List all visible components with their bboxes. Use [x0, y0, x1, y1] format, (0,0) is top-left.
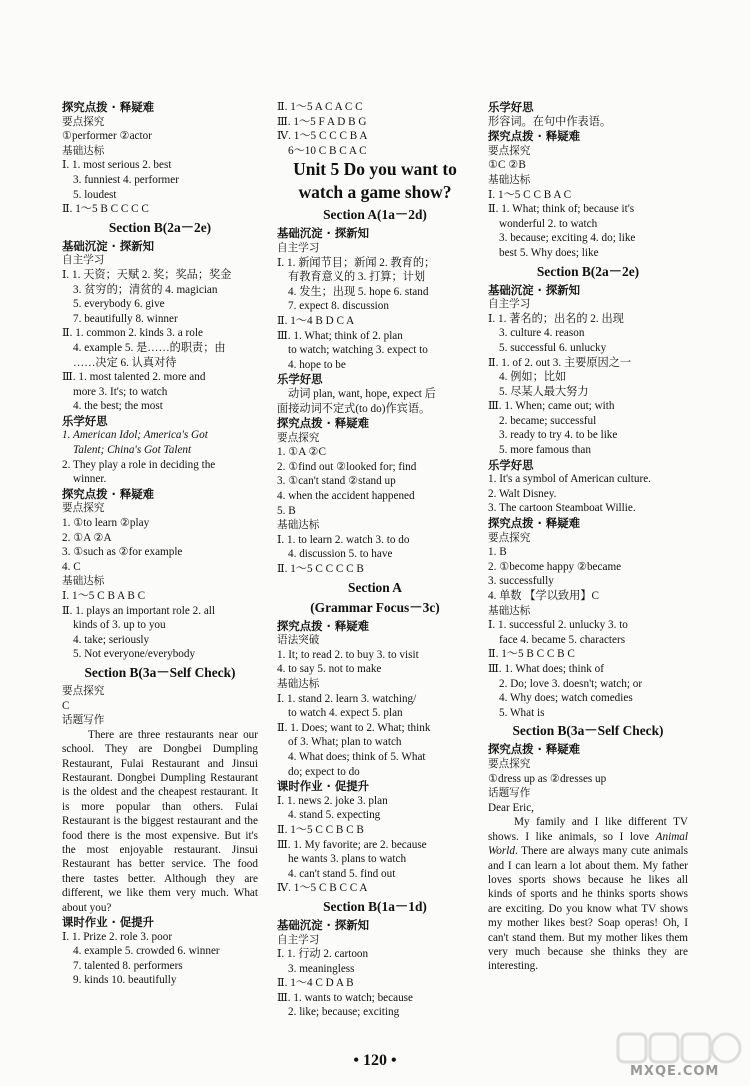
col1-line: Ⅰ. 1～5 C B A B C	[62, 590, 146, 602]
col1-line: more 3. It's; to watch	[73, 385, 168, 398]
col3-line: 基础达标	[488, 173, 531, 186]
col2-line: 4. What does; think of 5. What	[288, 750, 426, 763]
col3-line: 4. Why does; watch comedies	[499, 692, 633, 705]
col2-line: Ⅰ. 1. to learn 2. watch 3. to do	[277, 533, 410, 546]
col2-line: Ⅲ. 1. wants to watch; because	[277, 991, 413, 1004]
essay-tv-shows-part2: . There are always many cute animals and I can learn a lot about them. My father loves sports shows because he likes all kinds of sports and he thinks sports shows are exciting. Do you know what TV shows my mother likes best? Soap operas! Oh, I can't stand them. But my mother likes them very much because she thinks they are interesting.	[488, 845, 688, 973]
col2-line: 4. 发生；出现 5. hope 6. stand	[288, 285, 429, 298]
col3-line: Ⅱ. 1. What; think of; because it's	[488, 203, 635, 216]
col3-line: 3. culture 4. reason	[499, 327, 585, 340]
col3-line: Section B(2a－2e)	[536, 263, 640, 279]
essay-tv-shows-text	[488, 815, 688, 973]
col1-line: 自主学习	[62, 254, 105, 267]
col1-line: Talent; China's Got Talent	[73, 444, 192, 457]
col2-line: 探究点拨 · 释疑难	[277, 618, 369, 633]
col2-line: Unit 5 Do you want to	[293, 159, 457, 180]
essay-restaurants	[62, 728, 258, 915]
col2-line: 要点探究	[277, 431, 320, 444]
col1-line: 5. Not everyone/everybody	[73, 648, 196, 661]
col3-line: Ⅱ. 1～5 B C C B C	[488, 648, 575, 661]
col2-line: 4. can't stand 5. find out	[288, 867, 396, 880]
col2-line: 4. discussion 5. to have	[288, 548, 393, 561]
col1-line: 话题写作	[62, 714, 105, 727]
col1-line: kinds of 3. up to you	[73, 619, 166, 632]
col3-line: Section B(3a－Self Check)	[512, 723, 664, 739]
col1-line: 基础达标	[62, 575, 105, 588]
col3-line: Dear Eric,	[488, 801, 534, 814]
column-left	[62, 100, 258, 988]
col1-line: 4. take; seriously	[73, 633, 150, 646]
col2-line: Ⅲ. 1. My favorite; are 2. because	[277, 838, 427, 851]
col3-line: 2. Walt Disney.	[488, 487, 557, 500]
col1-line: 基础沉淀 · 探新知	[62, 238, 154, 253]
essay-tv-shows	[488, 815, 688, 973]
col1-line: Ⅱ. 1. plays an important role 2. all	[62, 604, 216, 617]
col3-line: ①dress up as ②dresses up	[488, 772, 607, 785]
col2-line: 有教育意义的 3. 打算；计划	[288, 271, 426, 284]
col3-line: ①C ②B	[488, 159, 526, 172]
col2-line: 自主学习	[277, 241, 320, 254]
col3-line: 探究点拨 · 释疑难	[488, 742, 580, 757]
col1b-line: 9. kinds 10. beautifully	[73, 974, 177, 987]
col2-line: Section B(1a－1d)	[323, 898, 427, 914]
col2-line: 3. ①can't stand ②stand up	[277, 475, 396, 488]
col2-line: Ⅱ. 1. Does; want to 2. What; think	[277, 721, 431, 734]
col2-line: Ⅱ. 1～4 B D C A	[277, 314, 355, 327]
essay-restaurants-text: There are three restaurants near our school. They are Dongbei Dumpling Restaurant, Fulai Restaurant and Jinsui Restaurant. Dongbei Dumpling Restaurant is the oldest and the cheapest restaurant. It is more popular than others. Fulai Restaurant is the biggest restaurant and the food there is the most expensive. But it's the most enjoyable restaurant. Jinsui Restaurant has better service. The food there tastes better. Although they are different, we like them very much. What about you?	[62, 728, 258, 914]
col1b-line: 课时作业 · 促提升	[62, 915, 154, 930]
column-right	[488, 100, 688, 974]
col3-line: 基础沉淀 · 探新知	[488, 282, 580, 297]
col1-line: 7. beautifully 8. winner	[73, 312, 178, 325]
col2-line: 6～10 C B C A C	[288, 144, 367, 157]
col2-line: 探究点拨 · 释疑难	[277, 416, 369, 431]
col3-line: best 5. Why does; like	[499, 246, 599, 259]
col3-line: 基础达标	[488, 604, 531, 617]
col1-line: 要点探究	[62, 502, 105, 515]
col1-line: C	[62, 699, 70, 712]
col3-line: Ⅱ. 1. of 2. out 3. 主要原因之一	[488, 356, 632, 369]
col1-line: 4. the best; the most	[73, 400, 163, 413]
col2-line: 自主学习	[277, 933, 320, 946]
col2-line: Ⅰ. 1. news 2. joke 3. plan	[277, 794, 388, 807]
col2-line: 面接动词不定式(to do)作宾语。	[277, 402, 431, 415]
col3-line: 1. B	[488, 546, 507, 559]
col3-line: 3. The cartoon Steamboat Willie.	[488, 502, 636, 515]
col1-line: 5. loudest	[73, 188, 117, 201]
page-number: • 120 •	[353, 1052, 397, 1069]
col2-line: Ⅰ. 1. stand 2. learn 3. watching/	[277, 692, 417, 705]
col1-line: 探究点拨 · 释疑难	[62, 100, 154, 114]
col2-line: 动词 plan, want, hope, expect 后	[288, 387, 436, 400]
col1-line: ①performer ②actor	[62, 130, 152, 143]
col3-line: 要点探究	[488, 757, 531, 770]
col3-line: 3. successfully	[488, 575, 554, 588]
col2-line: 1. ①A ②C	[277, 446, 326, 459]
col2-line: Ⅱ. 1～5 C C C C B	[277, 563, 364, 576]
col3-line: 乐学好思	[488, 100, 534, 114]
col3-line: 3. ready to try 4. to be like	[499, 429, 618, 442]
col2-line: Ⅳ. 1～5 C B C C A	[277, 882, 368, 895]
col2-line: watch a game show?	[298, 182, 452, 203]
col2-line: to watch 4. expect 5. plan	[288, 707, 403, 720]
col1-line: 乐学好思	[62, 413, 108, 428]
col2-line: do; expect to do	[288, 765, 360, 778]
col3-line: 要点探究	[488, 144, 531, 157]
col3-line: 乐学好思	[488, 457, 534, 472]
col1-line: 5. everybody 6. give	[73, 298, 165, 311]
column-middle	[277, 100, 473, 1020]
col3-line: Ⅲ. 1. What does; think of	[488, 662, 604, 675]
col3-line: 4. 单数 【学以致用】C	[488, 590, 599, 602]
col1-line: 2. ①A ②A	[62, 531, 112, 544]
watermark-text: MXQE.COM	[630, 1064, 720, 1079]
essay-italic-title: Animal World	[488, 830, 688, 858]
col2-line: Section A	[348, 579, 402, 595]
col1-line: Ⅲ. 1. most talented 2. more and	[62, 371, 206, 384]
col3-line: 探究点拨 · 释疑难	[488, 516, 580, 531]
col3-line: 探究点拨 · 释疑难	[488, 129, 580, 144]
col2-line: 1. It; to read 2. to buy 3. to visit	[277, 648, 419, 661]
col1-line: 探究点拨 · 释疑难	[62, 486, 154, 501]
col2-line: Ⅱ. 1～5 A C A C C	[277, 101, 363, 113]
essay-tv-shows-part1: My family and I like different TV shows. I like animals, so I love	[488, 816, 688, 843]
col3-line: 形容词。在句中作表语。	[488, 115, 612, 128]
col3-line: 2. ①become happy ②became	[488, 560, 622, 573]
col2-line: 4. stand 5. expecting	[288, 809, 381, 822]
col3-line: 5. 尽某人最大努力	[499, 385, 589, 398]
col2-line: 2. like; because; exciting	[288, 1006, 400, 1019]
col1-line: 要点探究	[62, 115, 105, 128]
col2-line: of 3. What; plan to watch	[288, 736, 402, 749]
col2-line: 基础达标	[277, 678, 320, 690]
col2-line: (Grammar Focus－3c)	[310, 599, 440, 615]
col3-line: 5. What is	[499, 706, 545, 719]
col2-line: Ⅱ. 1～4 C D A B	[277, 977, 354, 990]
col1-line: Ⅰ. 1. most serious 2. best	[62, 159, 172, 172]
col2-line: 语法突破	[277, 634, 320, 647]
col2-line: 5. B	[277, 504, 296, 517]
col3-line: 3. because; exciting 4. do; like	[499, 232, 636, 245]
col1-line: 基础达标	[62, 144, 105, 157]
col2-line: Section A(1a－2d)	[323, 207, 427, 223]
col2-line: 基础沉淀 · 探新知	[277, 917, 369, 932]
col2-line: Ⅰ. 1. 新闻节目；新闻 2. 教育的；	[277, 256, 436, 269]
col1-line: 3. funniest 4. performer	[73, 173, 179, 186]
col1b-line: 4. example 5. crowded 6. winner	[73, 945, 220, 958]
col2-line: 2. ①find out ②looked for; find	[277, 460, 417, 473]
col3-line: Ⅰ. 1. 著名的；出名的 2. 出现	[488, 312, 624, 325]
col3-line: 话题写作	[488, 787, 531, 800]
col1b-line: Ⅰ. 1. Prize 2. role 3. poor	[62, 930, 173, 943]
col1b-line: 7. talented 8. performers	[73, 959, 183, 972]
col1-line: 4. C	[62, 560, 81, 573]
col2-line: 乐学好思	[277, 372, 323, 387]
col3-line: 自主学习	[488, 298, 531, 311]
col2-line: Ⅳ. 1～5 C C C B A	[277, 130, 368, 143]
col3-line: 5. more famous than	[499, 444, 591, 457]
col1-line: Section B(2a－2e)	[108, 219, 212, 235]
col3-line: 5. successful 6. unlucky	[499, 341, 607, 354]
col3-line: face 4. became 5. characters	[499, 633, 626, 646]
col1-line: 1. American Idol; America's Got	[62, 429, 208, 442]
col2-line: Ⅰ. 1. 行动 2. cartoon	[277, 948, 369, 961]
col2-line: 7. expect 8. discussion	[288, 300, 389, 313]
col2-line: Ⅲ. 1～5 F A D B G	[277, 115, 367, 128]
col2-line: 4. when the accident happened	[277, 490, 415, 503]
col2-line: Ⅲ. 1. What; think of 2. plan	[277, 329, 403, 342]
col3-line: 1. It's a symbol of American culture.	[488, 473, 651, 486]
col3-line: 要点探究	[488, 531, 531, 544]
col1-line: 1. ①to learn ②play	[62, 517, 150, 530]
col1-line: winner.	[73, 473, 107, 486]
col2-line: 4. to say 5. not to make	[277, 663, 382, 676]
col3-line: 2. became; successful	[499, 414, 597, 427]
col3-line: Ⅰ. 1～5 C C B A C	[488, 188, 572, 201]
col3-line: 4. 例如；比如	[499, 371, 567, 384]
col2-line: he wants 3. plans to watch	[288, 853, 407, 866]
col1-line: Ⅱ. 1. common 2. kinds 3. a role	[62, 327, 203, 340]
col1-line: ……决定 6. 认真对待	[73, 356, 177, 369]
col3-line: Ⅲ. 1. When; came out; with	[488, 400, 615, 413]
col3-line: 2. Do; love 3. doesn't; watch; or	[499, 677, 643, 690]
col1-line: 要点探究	[62, 684, 105, 697]
col2-line: 基础达标	[277, 519, 320, 532]
col3-line: wonderful 2. to watch	[499, 217, 598, 230]
col2-line: 课时作业 · 促提升	[277, 779, 369, 794]
col2-line: Ⅱ. 1～5 C C B C B	[277, 823, 364, 836]
col1-line: 3. 贫穷的；清贫的 4. magician	[73, 283, 218, 296]
col1-line: Section B(3a－Self Check)	[84, 664, 236, 680]
col1-line: Ⅰ. 1. 天资；天赋 2. 奖；奖品；奖金	[62, 268, 232, 281]
col2-line: 基础沉淀 · 探新知	[277, 226, 369, 241]
col1-line: 2. They play a role in deciding the	[62, 458, 216, 471]
col3-line: Ⅰ. 1. successful 2. unlucky 3. to	[488, 619, 628, 632]
col2-line: to watch; watching 3. expect to	[288, 344, 428, 357]
col1-line: Ⅱ. 1～5 B C C C C	[62, 203, 149, 216]
col1-line: 3. ①such as ②for example	[62, 546, 183, 559]
col2-line: 4. hope to be	[288, 358, 346, 371]
col2-line: 3. meaningless	[288, 962, 355, 975]
col1-line: 4. example 5. 是……的职责；由	[73, 341, 226, 354]
